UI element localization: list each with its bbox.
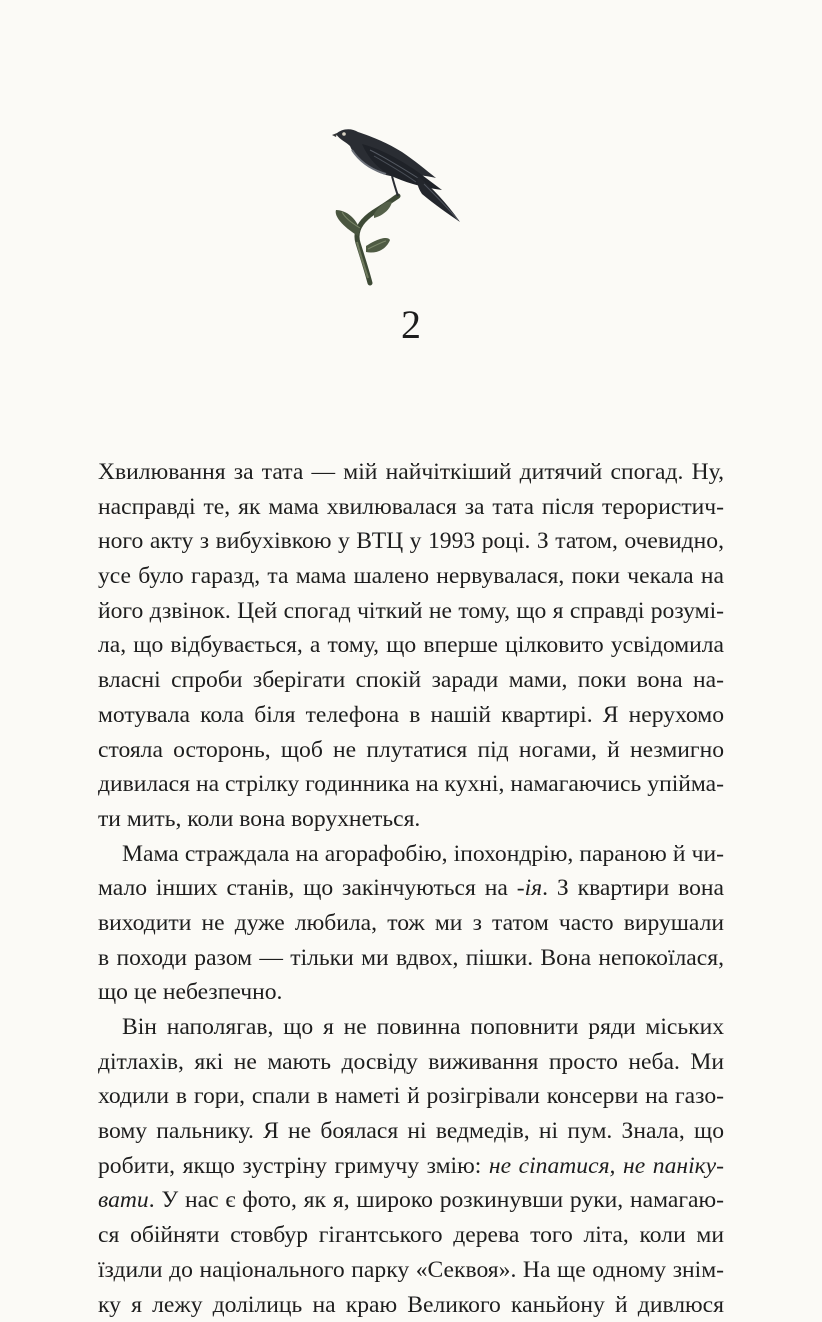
text-line: ходили в гори, спали в наметі й розігрівали консерви на газо- xyxy=(98,1079,724,1114)
text-line: Він наполягав, що я не повинна поповнити ряди міських xyxy=(98,1010,724,1045)
text-line xyxy=(98,1183,724,1218)
bird-on-branch-icon xyxy=(322,118,472,288)
text-line: ного акту з вибухівкою у ВТЦ у 1993 році. З татом, очевидно, xyxy=(98,524,724,559)
text-line: мотувала кола біля телефона в нашій квартирі. Я нерухомо xyxy=(98,698,724,733)
text-line: в походи разом — тільки ми вдвох, пішки. Вона непокоїлася, xyxy=(98,941,724,976)
text-line: виходити не дуже любила, тож ми з татом часто вирушали xyxy=(98,906,724,941)
paragraph-1 xyxy=(98,455,724,837)
italic-text: не сіпатися, не паніку- xyxy=(489,1153,724,1179)
text-line: їздили до національного парку «Секвоя». На ще одному знім- xyxy=(98,1253,724,1288)
text-segment: робити, якщо зустріну гримучу змію: xyxy=(98,1153,489,1179)
text-line: вому пальнику. Я не боялася ні ведмедів, ні пум. Знала, що xyxy=(98,1114,724,1149)
text-line xyxy=(98,1149,724,1184)
body-text xyxy=(98,455,724,1322)
text-line xyxy=(98,871,724,906)
text-line: Хвилювання за тата — мій найчіткіший дитячий спогад. Ну, xyxy=(98,455,724,490)
text-line: ку я лежу долілиць на краю Великого каньйону й дивлюся xyxy=(98,1288,724,1322)
paragraph-3 xyxy=(98,1010,724,1322)
text-line: Мама страждала на агорафобію, іпохондрію, параною й чи- xyxy=(98,837,724,872)
text-line: ся обійняти стовбур гігантського дерева того літа, коли ми xyxy=(98,1218,724,1253)
text-line: усе було гаразд, та мама шалено нервувалася, поки чекала на xyxy=(98,559,724,594)
text-line: власні спроби зберігати спокій заради мами, поки вона на- xyxy=(98,663,724,698)
text-line: стояла осторонь, щоб не плутатися під ногами, й незмигно xyxy=(98,733,724,768)
text-line: насправді те, як мама хвилювалася за тата після терористич- xyxy=(98,490,724,525)
text-segment: . З квартири вона xyxy=(542,875,724,901)
text-line: ла, що відбувається, а тому, що вперше цілковито усвідомила xyxy=(98,628,724,663)
text-segment: мало інших станів, що закінчуються на xyxy=(98,875,517,901)
text-segment: . У нас є фото, як я, широко розкинувши руки, намагаю- xyxy=(149,1187,724,1213)
text-line: ти мить, коли вона ворухнеться. xyxy=(98,802,724,837)
text-line: дітлахів, які не мають досвіду виживання просто неба. Ми xyxy=(98,1045,724,1080)
text-line: його дзвінок. Цей спогад чіткий не тому, що я справді розумі- xyxy=(98,594,724,629)
text-line: дивилася на стрілку годинника на кухні, намагаючись упійма- xyxy=(98,767,724,802)
paragraph-2 xyxy=(98,837,724,1010)
italic-text: вати xyxy=(98,1187,149,1213)
chapter-number: 2 xyxy=(0,300,822,350)
text-line: що це небезпечно. xyxy=(98,975,724,1010)
italic-text: -ія xyxy=(517,875,542,901)
